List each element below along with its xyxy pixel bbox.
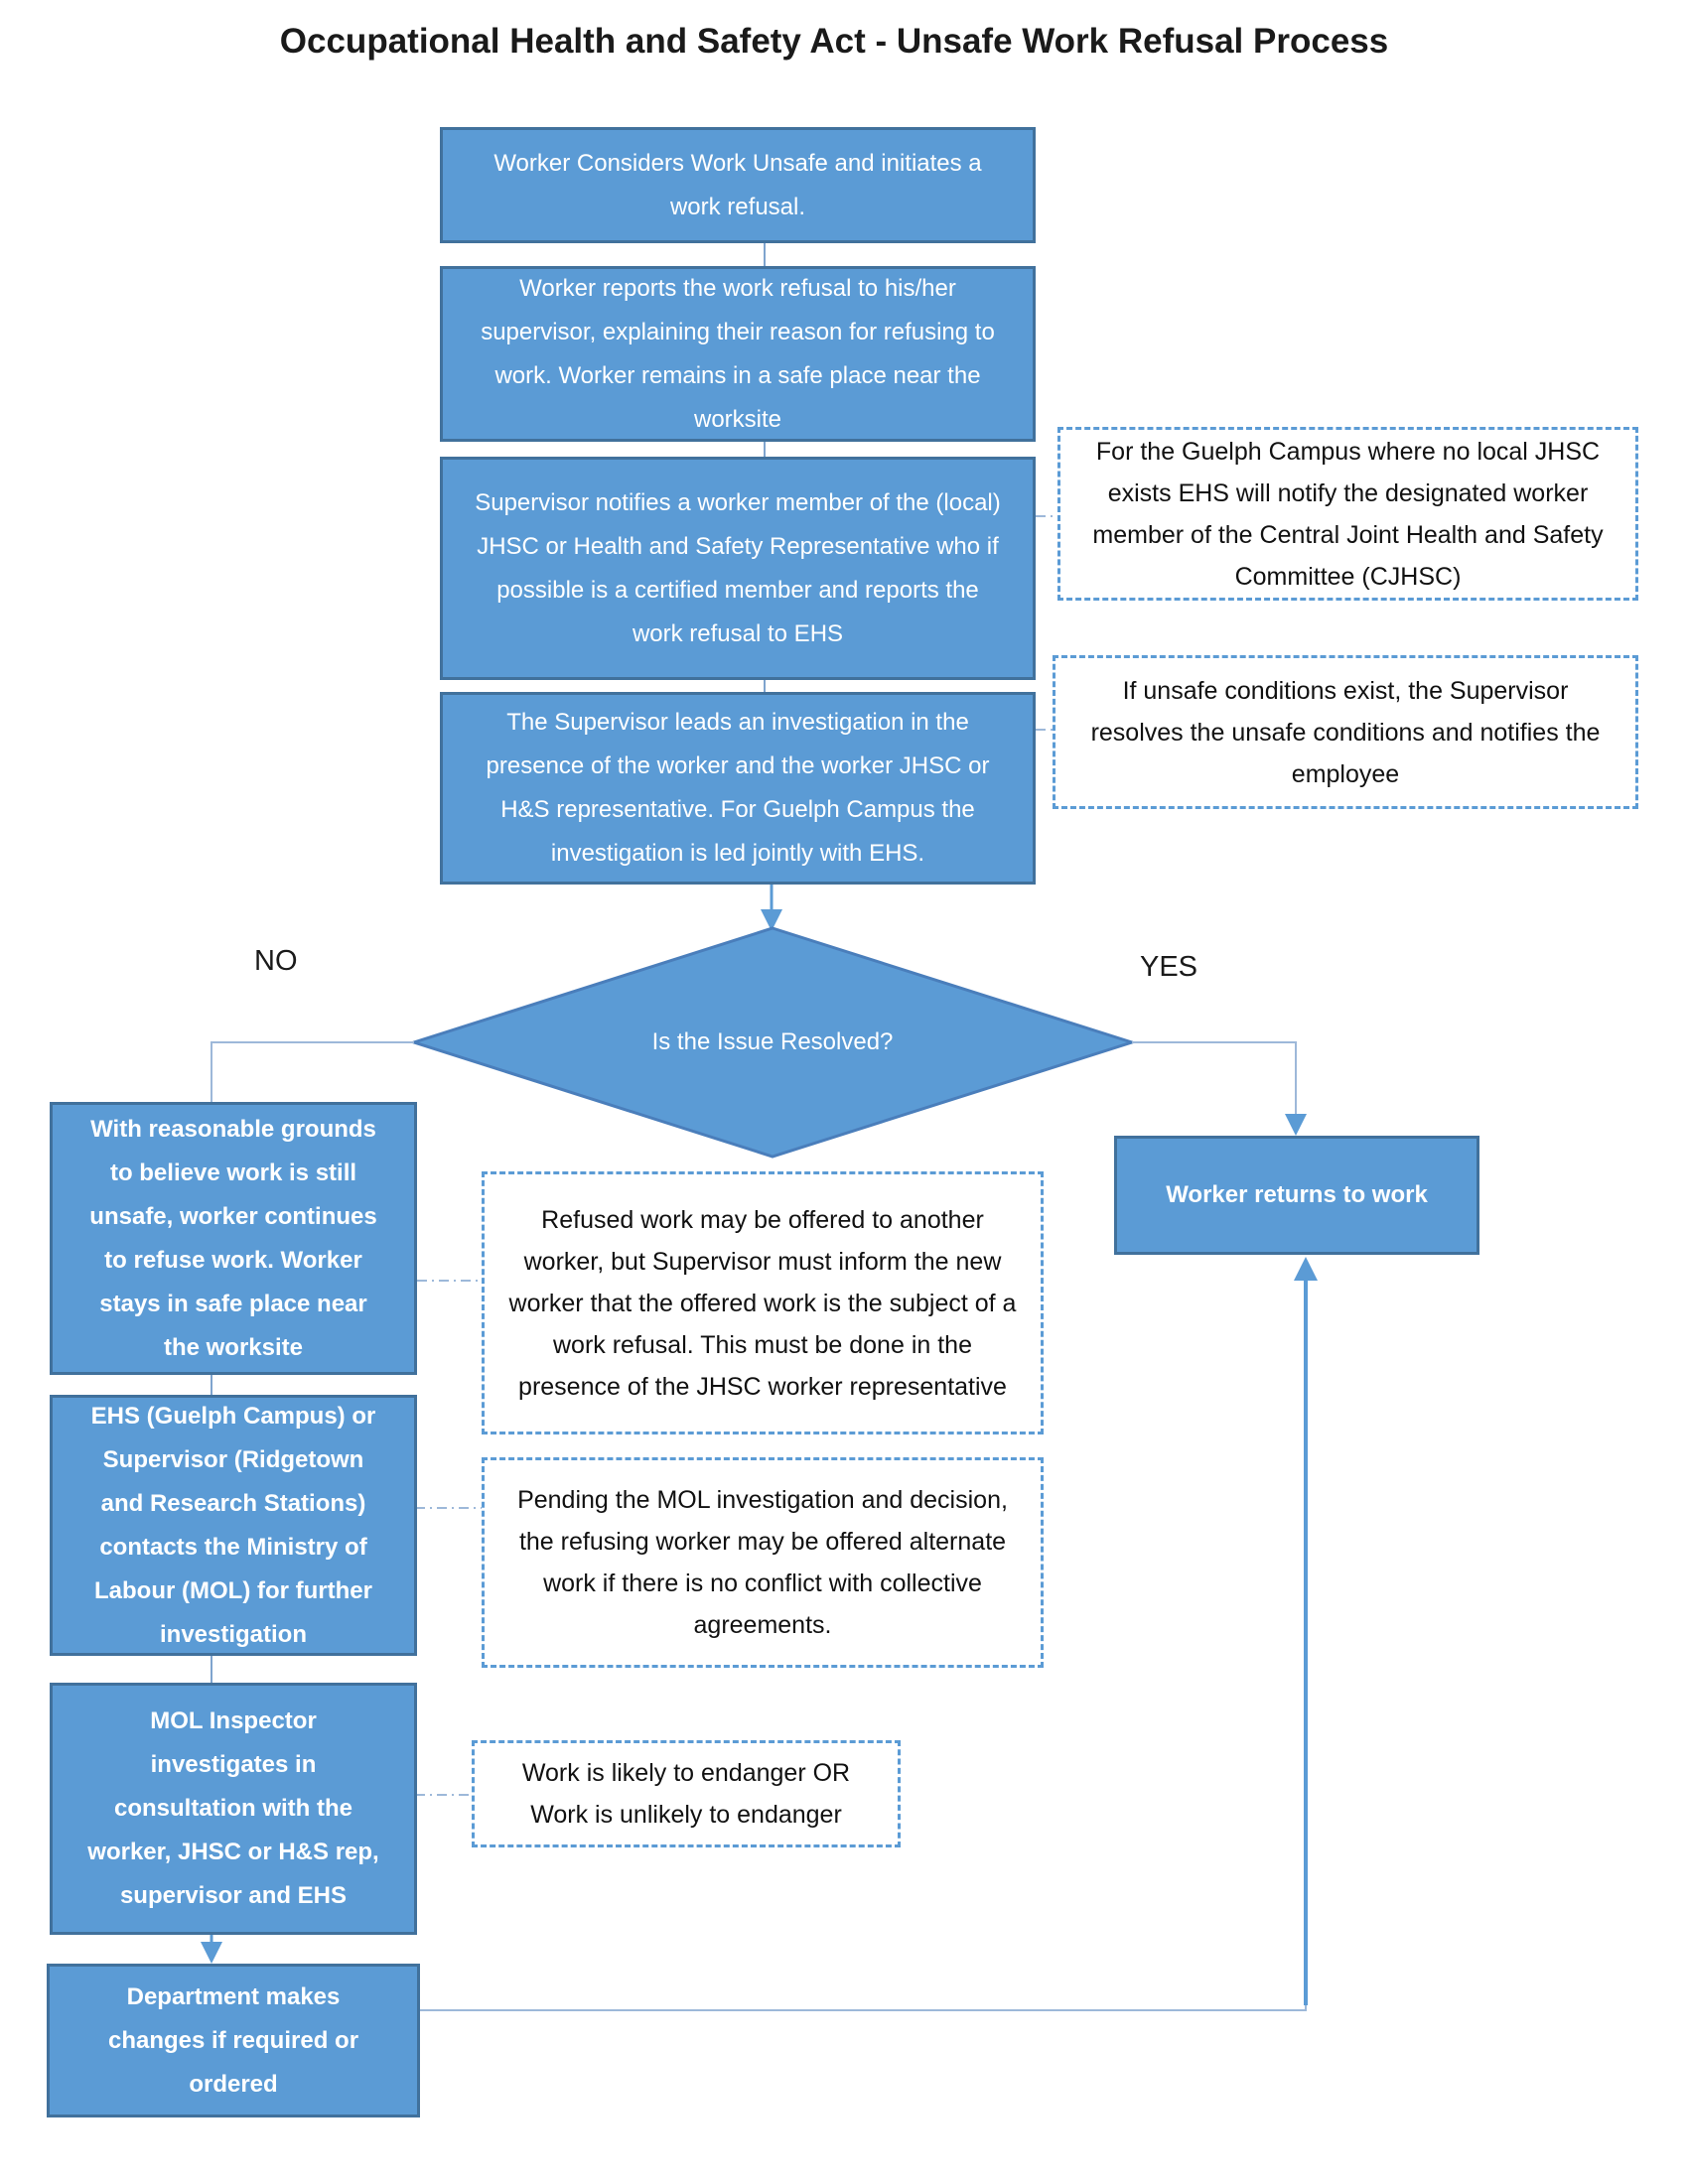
note-supervisor-resolves: If unsafe conditions exist, the Supervisor resolves the unsafe conditions and notifies the employee	[1053, 655, 1638, 809]
outcome-continue-refusal: With reasonable grounds to believe work is still unsafe, worker continues to refuse work. Worker stays in safe place near the worksite	[50, 1102, 417, 1375]
outcome-mol-inspector: MOL Inspector investigates in consultation with the worker, JHSC or H&S rep, supervisor and EHS	[50, 1683, 417, 1935]
step-worker-considers: Worker Considers Work Unsafe and initiates a work refusal.	[440, 127, 1036, 243]
note-refused-work-offered: Refused work may be offered to another worker, but Supervisor must inform the new worker that the offered work is the subject of a work refusal. This must be done in the presence of the JHSC worker representative	[482, 1171, 1044, 1434]
yes-branch-label: YES	[1140, 951, 1198, 983]
connector-yes-path	[1132, 1042, 1296, 1116]
step-supervisor-notifies: Supervisor notifies a worker member of the (local) JHSC or Health and Safety Representative who if possible is a certified member and reports the work refusal to EHS	[440, 457, 1036, 680]
step-supervisor-investigates: The Supervisor leads an investigation in the presence of the worker and the worker JHSC or H&S representative. For Guelph Campus the investigation is led jointly with EHS.	[440, 692, 1036, 885]
note-endanger: Work is likely to endanger OR Work is unlikely to endanger	[472, 1740, 901, 1847]
step-worker-reports: Worker reports the work refusal to his/her supervisor, explaining their reason for refusing to work. Worker remains in a safe place near the worksite	[440, 266, 1036, 442]
no-branch-label: NO	[254, 945, 298, 977]
outcome-contact-mol: EHS (Guelph Campus) or Supervisor (Ridgetown and Research Stations) contacts the Ministry of Labour (MOL) for further investigation	[50, 1395, 417, 1656]
connector-no-path	[211, 1042, 414, 1102]
outcome-department-changes: Department makes changes if required or ordered	[47, 1964, 420, 2117]
page-title: Occupational Health and Safety Act - Unsafe Work Refusal Process	[279, 22, 1389, 61]
arrow-up-into-return	[1294, 1257, 1318, 1281]
note-cjhsc: For the Guelph Campus where no local JHSC exists EHS will notify the designated worker member of the Central Joint Health and Safety Committee (CJHSC)	[1057, 427, 1638, 601]
outcome-return-to-work: Worker returns to work	[1114, 1136, 1479, 1255]
decision-question: Is the Issue Resolved?	[651, 1028, 894, 1055]
arrow-into-return	[1285, 1114, 1307, 1136]
arrow-into-department	[201, 1942, 222, 1964]
note-pending-mol: Pending the MOL investigation and decision, the refusing worker may be offered alternate work if there is no conflict with collective agreements.	[482, 1457, 1044, 1668]
